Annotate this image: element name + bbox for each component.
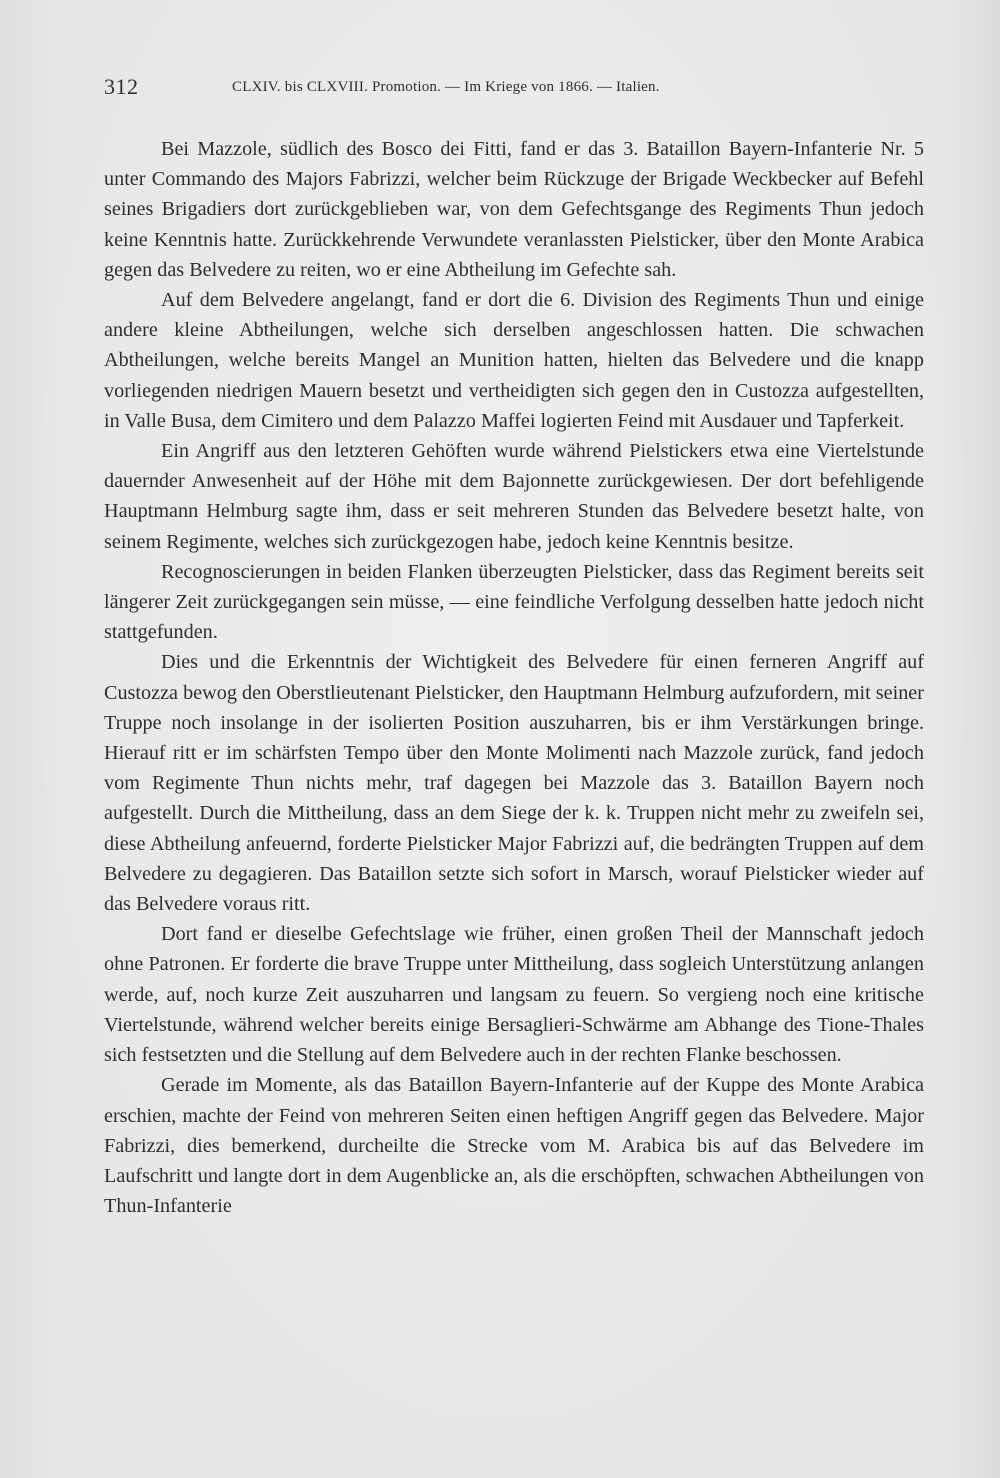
running-head bbox=[104, 74, 922, 104]
paragraph-6: Dort fand er dieselbe Gefechtslage wie früher, einen großen Theil der Mannschaft jedoch ohne Patronen. Er forderte die brave Truppe unter Mittheilung, dass sogleich Unterstützung anlangen werde, auf, noch kurze Zeit auszuharren und langsam zu feuern. So vergieng noch eine kritische Viertelstunde, während welcher bereits einige Bersaglieri-Schwärme am Abhange des Tione-Thales sich festsetzten und die Stellung auf dem Belvedere auch in der rechten Flanke beschossen. bbox=[104, 923, 924, 1067]
paragraph-3: Ein Angriff aus den letzteren Gehöften wurde während Pielstickers etwa eine Viertelstunde dauernder Anwesenheit auf der Höhe mit dem Bajonnette zurückgewiesen. Der dort befehligende Hauptmann Helmburg sagte ihm, dass er seit mehreren Stunden das Belvedere besetzt halte, von seinem Regimente, welches sich zurückgezogen habe, jedoch keine Kenntnis besitze. bbox=[104, 440, 924, 553]
paragraph-4: Recognoscierungen in beiden Flanken überzeugten Pielsticker, dass das Regiment bereits seit längerer Zeit zurückgegangen sein müsse, — eine feindliche Verfolgung desselben hatte jedoch nicht stattgefunden. bbox=[104, 560, 924, 644]
running-title: CLXIV. bis CLXVIII. Promotion. — Im Kriege von 1866. — Italien. bbox=[232, 79, 660, 95]
paragraph-7: Gerade im Momente, als das Bataillon Bayern-Infanterie auf der Kuppe des Monte Arabica erschien, machte der Feind von mehreren Seiten einen heftigen Angriff gegen das Belvedere. Major Fabrizzi, dies bemerkend, durcheilte die Strecke vom M. Arabica bis auf das Belvedere im Laufschritt und langte dort in dem Augenblicke an, als die erschöpften, schwachen Abtheilungen von Thun-Infanterie bbox=[104, 1074, 924, 1218]
page-number: 312 bbox=[104, 74, 139, 99]
body-text bbox=[104, 134, 924, 1221]
paragraph-1: Bei Mazzole, südlich des Bosco dei Fitti, fand er das 3. Bataillon Bayern-Infanterie Nr. 5 unter Commando des Majors Fabrizzi, welcher beim Rückzuge der Brigade Weckbecker auf Befehl seines Brigadiers dort zurückgeblieben war, von dem Gefechtsgange des Regiments Thun jedoch keine Kenntnis hatte. Zurückkehrende Verwundete veranlassten Pielsticker, über den Monte Arabica gegen das Belvedere zu reiten, wo er eine Abtheilung im Gefechte sah. bbox=[104, 138, 924, 281]
paragraph-5: Dies und die Erkenntnis der Wichtigkeit des Belvedere für einen ferneren Angriff auf Custozza bewog den Oberstlieutenant Pielsticker, den Hauptmann Helmburg aufzufordern, mit seiner Truppe noch insolange in der isolierten Position auszuharren, bis er ihm Verstärkungen bringe. Hierauf ritt er im schärfsten Tempo über den Monte Molimenti nach Mazzole zurück, fand jedoch vom Regimente Thun nichts mehr, traf dagegen bei Mazzole das 3. Bataillon Bayern noch aufgestellt. Durch die Mittheilung, dass an dem Siege der k. k. Truppen nicht mehr zu zweifeln sei, diese Abtheilung anfeuernd, forderte Pielsticker Major Fabrizzi auf, die bedrängten Truppen auf dem Belvedere zu degagieren. Das Bataillon setzte sich sofort in Marsch, worauf Pielsticker wieder auf das Belvedere voraus ritt. bbox=[104, 651, 924, 916]
paragraph-2: Auf dem Belvedere angelangt, fand er dort die 6. Division des Regiments Thun und einige andere kleine Abtheilungen, welche sich derselben angeschlossen hatten. Die schwachen Abtheilungen, welche bereits Mangel an Munition hatten, hielten das Belvedere und die knapp vorliegenden niedrigen Mauern besetzt und vertheidigten sich gegen den in Custozza aufgestellten, in Valle Busa, dem Cimitero und dem Palazzo Maffei logierten Feind mit Ausdauer und Tapferkeit. bbox=[104, 289, 924, 432]
